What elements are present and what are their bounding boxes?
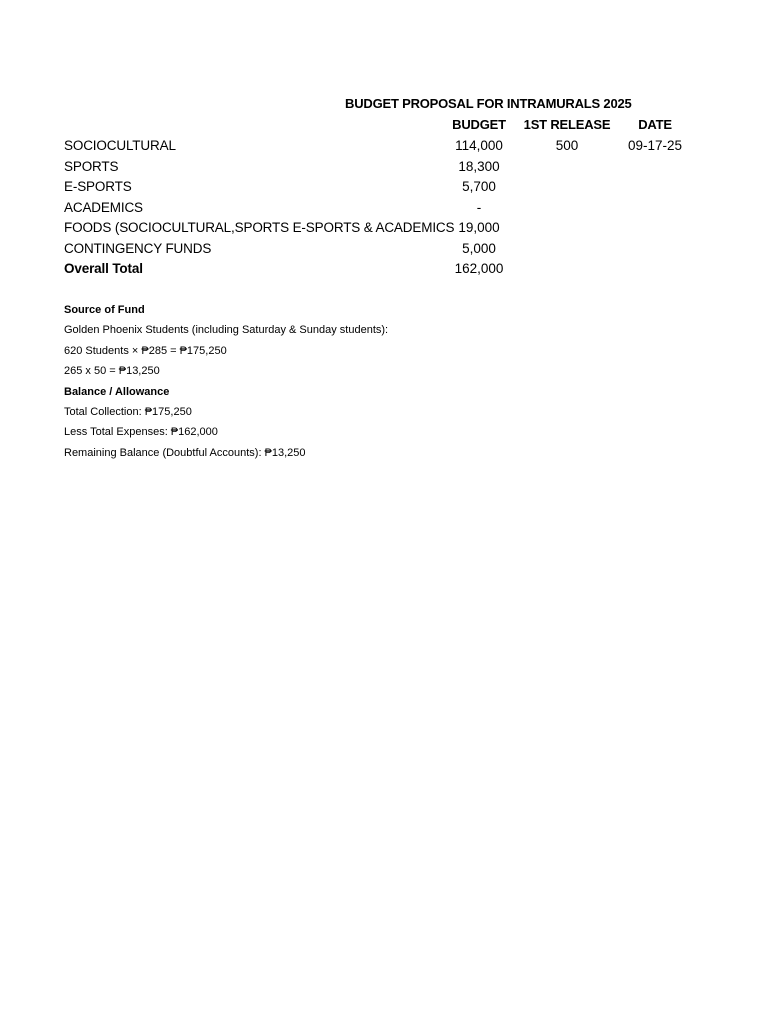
table-row-overall-total	[64, 259, 704, 280]
row-budget: 18,300	[458, 158, 500, 174]
column-header-budget: BUDGET	[452, 117, 506, 132]
table-row-sociocultural	[64, 136, 704, 157]
total-label: Overall Total	[64, 261, 143, 276]
source-of-fund-heading: Source of Fund	[64, 304, 145, 316]
row-budget: 19,000	[458, 220, 500, 235]
balance-line: Less Total Expenses: ₱162,000	[64, 426, 218, 439]
row-label: E-SPORTS	[64, 179, 132, 194]
table-row-foods	[64, 218, 704, 239]
balance-allowance-heading: Balance / Allowance	[64, 385, 170, 398]
table-row-esports	[64, 177, 704, 198]
table-row-academics	[64, 198, 704, 219]
balance-line: Remaining Balance (Doubtful Accounts): ₱13,250	[64, 446, 306, 459]
table-row-contingency-funds	[64, 239, 704, 260]
row-budget: 114,000	[455, 138, 503, 153]
row-label: FOODS (SOCIOCULTURAL,SPORTS E-SPORTS & ACADEMICS	[64, 220, 455, 235]
source-line: 265 x 50 = ₱13,250	[64, 365, 160, 378]
row-budget: -	[476, 199, 482, 215]
row-budget: 5,700	[462, 179, 496, 194]
table-row-sports	[64, 157, 704, 178]
row-label: SPORTS	[64, 158, 119, 174]
document-title: BUDGET PROPOSAL FOR INTRAMURALS 2025	[345, 96, 632, 111]
balance-line: Total Collection: ₱175,250	[64, 405, 192, 418]
source-line: 620 Students × ₱285 = ₱175,250	[64, 344, 227, 357]
row-budget: 5,000	[462, 240, 496, 256]
total-budget: 162,000	[454, 261, 504, 276]
row-first-release: 500	[555, 138, 579, 153]
source-line: Golden Phoenix Students (including Saturday & Sunday students):	[64, 324, 389, 337]
row-date: 09-17-25	[627, 138, 683, 153]
row-label: ACADEMICS	[64, 199, 143, 215]
column-header-date: DATE	[638, 117, 672, 132]
row-label: SOCIOCULTURAL	[64, 138, 176, 153]
column-header-first-release: 1ST RELEASE	[523, 117, 611, 132]
fund-notes	[64, 300, 388, 463]
row-label: CONTINGENCY FUNDS	[64, 240, 212, 256]
budget-table	[64, 136, 704, 280]
